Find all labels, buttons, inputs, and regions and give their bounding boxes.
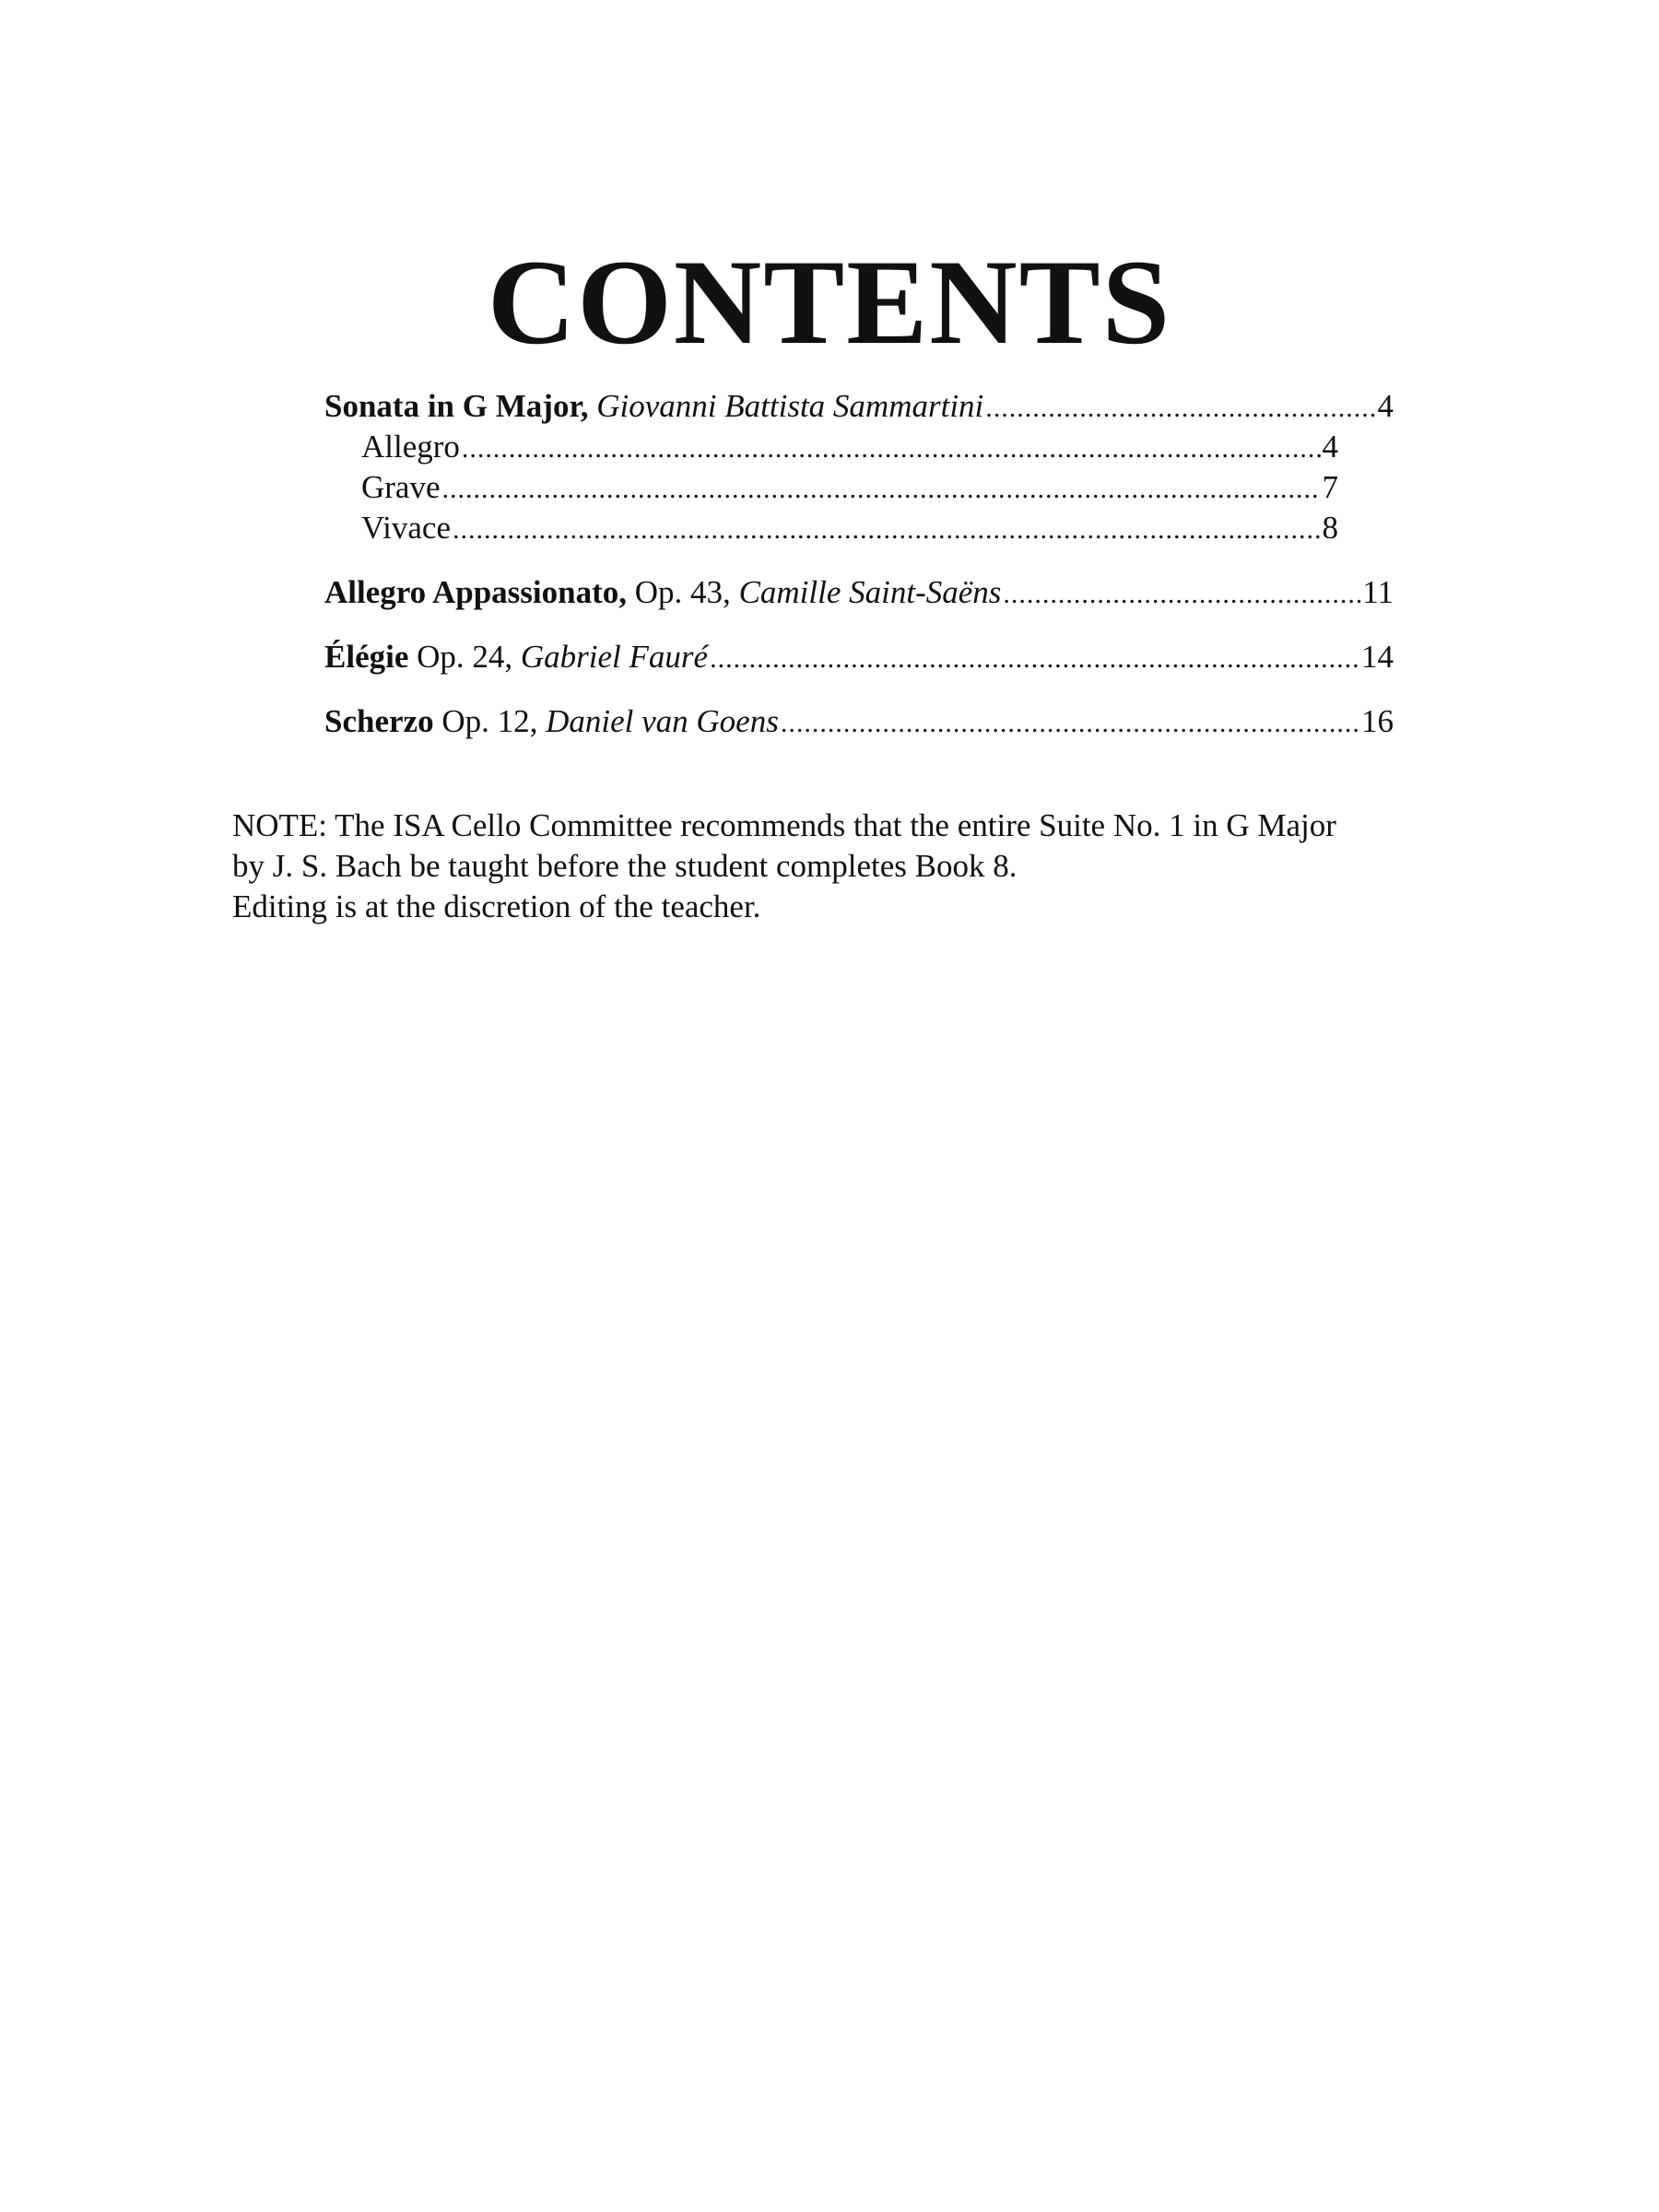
movement-title: Vivace xyxy=(361,510,452,546)
toc-entry-text xyxy=(324,638,708,677)
page-number: 14 xyxy=(1361,639,1394,675)
dot-leader xyxy=(442,470,1321,509)
toc-entry-text xyxy=(324,702,779,741)
dot-leader xyxy=(453,511,1320,549)
note-line: Editing is at the discretion of the teacher. xyxy=(232,888,761,924)
movement-title: Grave xyxy=(361,469,441,505)
note-line: NOTE: The ISA Cello Committee recommends that the entire Suite No. 1 in G Major xyxy=(232,807,1336,843)
toc-entry-scherzo xyxy=(324,702,1394,743)
editorial-note xyxy=(232,806,1430,927)
work-title: Élégie xyxy=(324,639,409,675)
composer-name: Daniel van Goens xyxy=(546,703,779,739)
work-title: Sonata in G Major, xyxy=(324,388,589,424)
page-title: CONTENTS xyxy=(487,234,1172,370)
page-number: 4 xyxy=(1377,388,1394,424)
page-number: 16 xyxy=(1361,703,1394,739)
work-title: Allegro Appassionato, xyxy=(324,574,628,610)
page-number: 7 xyxy=(1322,469,1338,505)
table-of-contents xyxy=(324,387,1394,743)
toc-entry-text xyxy=(324,573,1001,612)
opus-number: Op. 12, xyxy=(441,703,538,739)
toc-movement-grave xyxy=(324,468,1338,509)
page-number: 4 xyxy=(1322,429,1338,465)
composer-name: Camille Saint-Saëns xyxy=(738,574,1002,610)
work-title: Scherzo xyxy=(324,703,434,739)
dot-leader xyxy=(1003,575,1360,614)
page-number: 8 xyxy=(1322,510,1338,546)
composer-name: Giovanni Battista Sammartini xyxy=(596,388,984,424)
toc-entry-elegie xyxy=(324,638,1394,678)
toc-entry-sonata xyxy=(324,387,1394,428)
page-number: 11 xyxy=(1362,574,1394,610)
dot-leader xyxy=(781,704,1359,743)
toc-entry-text xyxy=(324,387,983,426)
toc-movement-allegro xyxy=(324,428,1338,468)
composer-name: Gabriel Fauré xyxy=(520,639,709,675)
dot-leader xyxy=(462,429,1321,468)
dot-leader xyxy=(710,640,1359,678)
dot-leader xyxy=(985,389,1375,428)
movement-title: Allegro xyxy=(361,429,460,465)
toc-movement-vivace xyxy=(324,509,1338,549)
opus-number: Op. 43, xyxy=(634,574,731,610)
opus-number: Op. 24, xyxy=(417,639,513,675)
note-line: by J. S. Bach be taught before the student completes Book 8. xyxy=(232,848,1018,884)
toc-entry-allegro-appassionato xyxy=(324,573,1394,614)
